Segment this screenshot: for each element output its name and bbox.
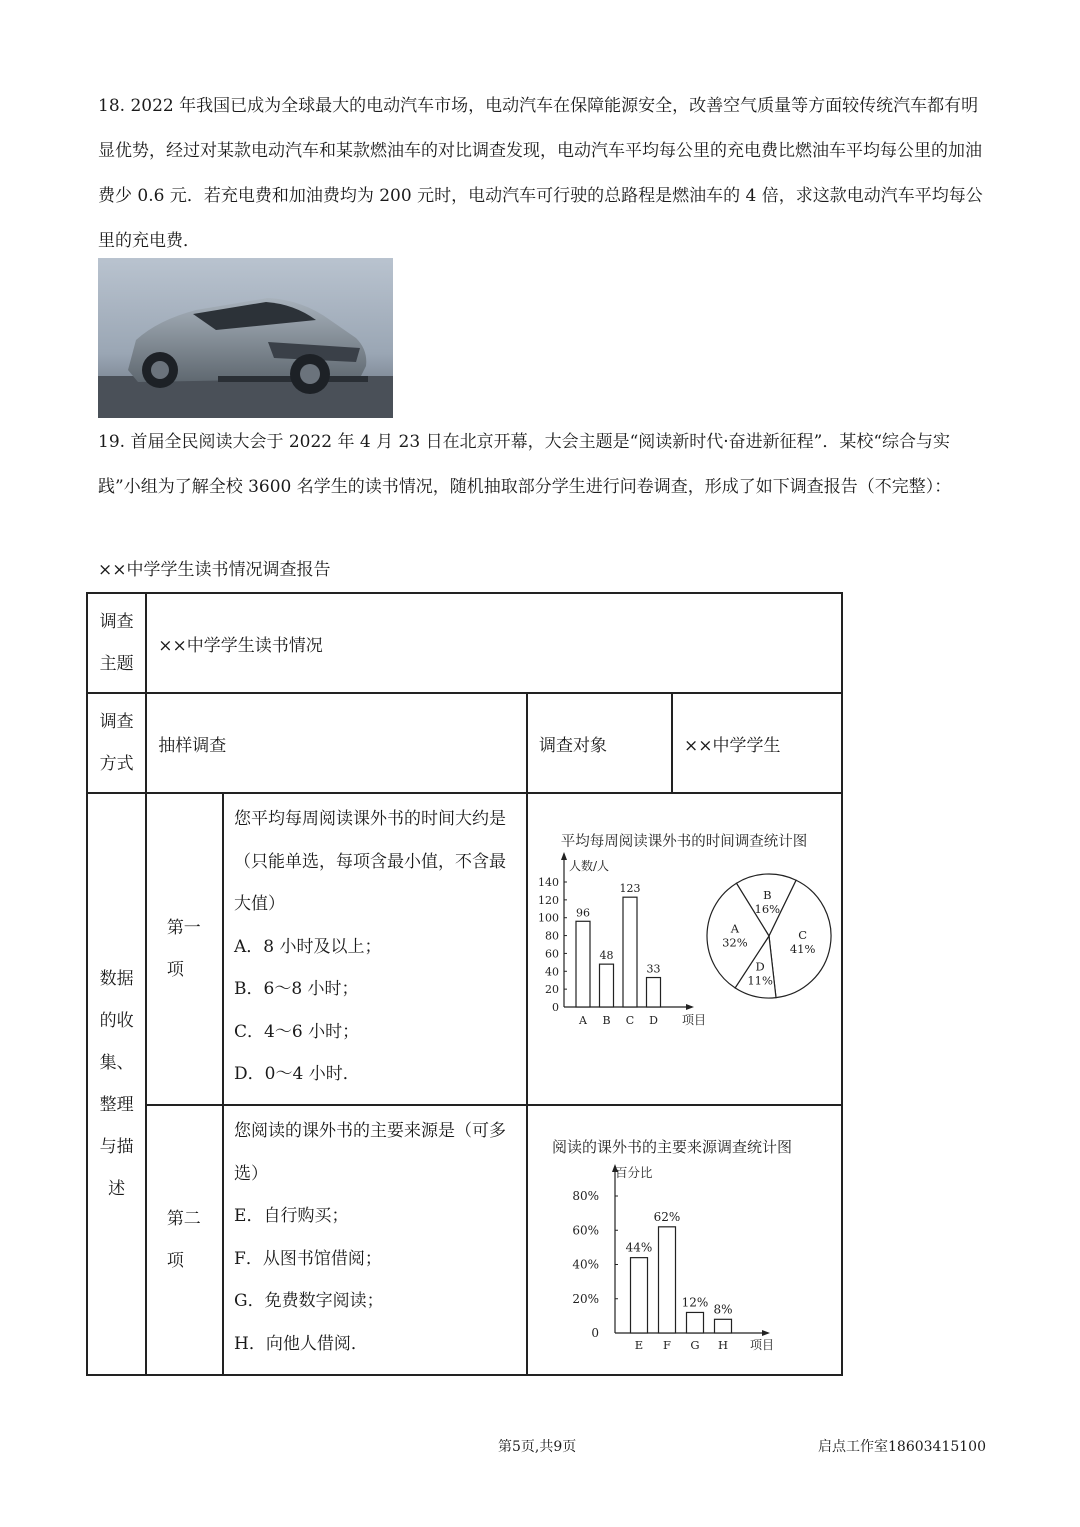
page-number: 第5页,共9页	[498, 1439, 577, 1455]
bar-value-label: 44%	[625, 1240, 653, 1255]
y-tick-label: 100	[538, 911, 559, 925]
studio-contact: 启点工作室18603415100	[818, 1439, 986, 1455]
pie-label: D	[755, 959, 765, 974]
y-tick-label: 80	[545, 929, 559, 943]
item1-option: B．6～8 小时；	[234, 979, 359, 999]
y-tick-label: 0	[552, 1001, 559, 1014]
x-axis-arrow	[686, 1004, 694, 1010]
item2-question-cell	[223, 1105, 527, 1375]
y-tick-label: 140	[538, 876, 559, 889]
y-axis-arrow	[561, 852, 567, 860]
book-source-chart	[528, 1106, 840, 1374]
y-tick-label: 80%	[572, 1189, 599, 1203]
item2-option: G．免费数字阅读；	[234, 1291, 384, 1311]
x-axis-label: 项目	[750, 1338, 775, 1352]
survey-report-table	[86, 592, 843, 1376]
x-tick-label: E	[634, 1338, 644, 1352]
x-tick-label: F	[663, 1338, 671, 1352]
target-label-cell	[527, 693, 672, 793]
bar-value-label: 33	[646, 962, 661, 976]
y-axis-label: 百分比	[615, 1165, 653, 1180]
bar-H	[715, 1319, 732, 1333]
item1-chart-cell	[527, 793, 842, 1105]
bar-G	[687, 1312, 704, 1333]
question-19: 19. 首届全民阅读大会于 2022 年 4 月 23 日在北京开幕，大会主题是“阅读新时代·奋进新征程”．某校“综合与实践”小组为了解全校 3600 名学生的读书情况，随机抽取部分学生进行问卷调查，形成了如下调查报告（不完整）：	[98, 432, 952, 497]
x-tick-label: B	[602, 1014, 611, 1027]
topic-label-cell	[87, 593, 146, 693]
item1-label: 第一项	[166, 918, 201, 980]
x-tick-label: A	[579, 1014, 587, 1027]
target-label: 调查对象	[539, 735, 607, 756]
section-label-cell	[87, 793, 146, 1375]
item2-option: E．自行购买；	[234, 1206, 349, 1226]
item1-question-cell	[223, 793, 527, 1105]
item2-chart-cell	[527, 1105, 842, 1375]
item2-label-cell	[146, 1105, 223, 1375]
item1-question: 您平均每周阅读课外书的时间大约是（只能单选，每项含最小值，不含最大值）	[234, 809, 507, 914]
bar-value-label: 8%	[713, 1302, 733, 1317]
y-tick-label: 60	[545, 947, 559, 961]
bar-F	[659, 1227, 676, 1333]
bar-value-label: 123	[619, 882, 641, 896]
y-tick-label: 0	[591, 1326, 599, 1340]
method-value-cell	[146, 693, 527, 793]
bar-D	[647, 978, 661, 1007]
pie-value-label: 32%	[722, 935, 748, 950]
method-value: 抽样调查	[158, 735, 227, 756]
x-axis-label: 项目	[682, 1013, 707, 1027]
bar-value-label: 48	[599, 949, 614, 963]
bar-value-label: 12%	[681, 1295, 709, 1310]
method-label: 调查方式	[99, 712, 134, 774]
y-tick-label: 20	[545, 983, 559, 997]
bar-C	[623, 897, 637, 1007]
pie-label: C	[798, 927, 808, 942]
item1-option: D．0～4 小时．	[234, 1064, 360, 1084]
chart-title: 阅读的课外书的主要来源调查统计图	[551, 1138, 793, 1156]
item2-question: 您阅读的课外书的主要来源是（可多选）	[234, 1121, 507, 1184]
bar-value-label: 62%	[653, 1209, 681, 1224]
item2-label: 第二项	[166, 1209, 201, 1271]
bar-value-label: 96	[576, 906, 590, 920]
method-label-cell	[87, 693, 146, 793]
y-tick-label: 60%	[572, 1223, 599, 1238]
item2-option: H．向他人借阅．	[234, 1333, 368, 1354]
topic-label: 调查主题	[99, 612, 134, 674]
x-axis-arrow	[762, 1330, 770, 1336]
x-tick-label: D	[649, 1014, 658, 1027]
pie-value-label: 41%	[789, 941, 816, 956]
x-tick-label: H	[717, 1338, 729, 1352]
section-label: 数据的收集、整理与描述	[99, 969, 134, 1199]
bar-B	[600, 964, 614, 1007]
chart-title: 平均每周阅读课外书的时间调查统计图	[560, 834, 808, 850]
bar-E	[631, 1258, 648, 1333]
pie-value-label: 11%	[747, 973, 773, 988]
item1-option: C．4～6 小时；	[234, 1021, 360, 1042]
topic-value: ××中学学生读书情况	[158, 635, 323, 656]
x-tick-label: G	[690, 1338, 700, 1352]
topic-value-cell	[146, 593, 842, 693]
item1-option: A．8 小时及以上；	[234, 936, 382, 957]
y-tick-label: 40%	[572, 1257, 599, 1272]
target-value-cell	[672, 693, 842, 793]
y-tick-label: 20%	[572, 1291, 599, 1306]
item2-option: F．从图书馆借阅；	[234, 1248, 382, 1269]
bar-A	[576, 921, 590, 1007]
electric-car-photo	[98, 258, 393, 418]
x-tick-label: C	[625, 1014, 635, 1027]
y-tick-label: 40	[545, 965, 559, 979]
y-axis-label: 人数/人	[569, 859, 610, 873]
pie-value-label: 16%	[754, 901, 781, 916]
reading-time-charts	[528, 794, 840, 1094]
item1-label-cell	[146, 793, 223, 1105]
report-title: ××中学学生读书情况调查报告	[98, 560, 331, 580]
y-tick-label: 120	[538, 893, 559, 907]
question-18: 18. 2022 年我国已成为全球最大的电动汽车市场，电动汽车在保障能源安全，改善空气质量等方面较传统汽车都有明显优势，经过对某款电动汽车和某款燃油车的对比调查发现，电动汽车平均每公里的充电费比燃油车平均每公里的加油费少 0.6 元．若充电费和加油费均为 200 元时，电动汽车可行驶的总路程是燃油车的 4 倍，求这款电动汽车平均每公里的充电费．	[98, 96, 983, 251]
pie-label: A	[730, 921, 740, 936]
pie-label: B	[763, 887, 772, 902]
target-value: ××中学学生	[683, 735, 781, 756]
